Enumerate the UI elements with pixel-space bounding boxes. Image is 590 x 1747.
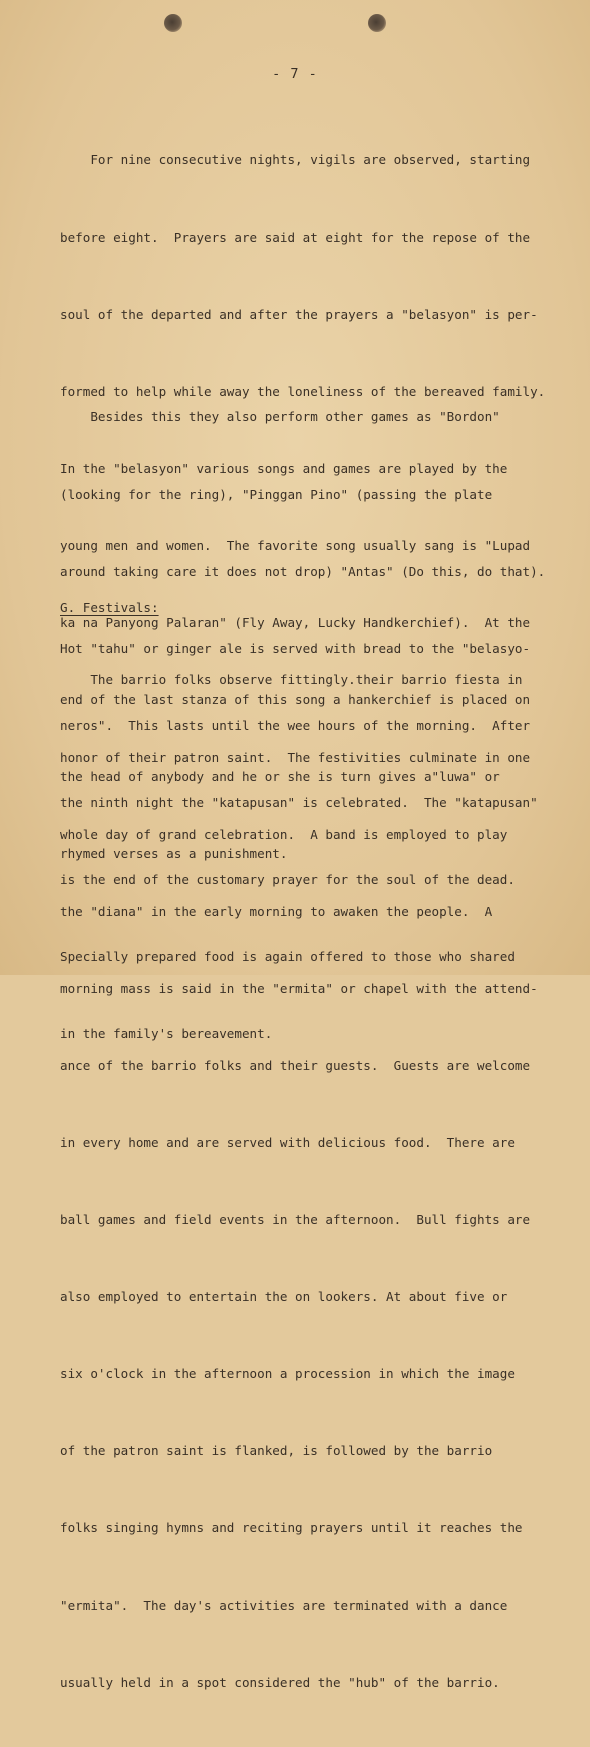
- text-line: young men and women. The favorite song usually sang is "Lupad: [60, 537, 531, 553]
- text-line: rhymed verses as a punishment.: [60, 846, 288, 862]
- punch-hole-right: [368, 14, 386, 32]
- text-line: in the family's bereavement.: [60, 1026, 273, 1042]
- paragraph-festivals: [60, 616, 538, 1747]
- text-line: "ermita". The day's activities are terminated with a dance: [60, 1597, 508, 1613]
- text-line: is the end of the customary prayer for the soul of the dead.: [60, 871, 515, 887]
- text-line: also employed to entertain the on lookers. At about five or: [60, 1289, 508, 1305]
- text-line: ka na Panyong Palaran" (Fly Away, Lucky Handkerchief). At the: [60, 614, 531, 630]
- text-line: ance of the barrio folks and their guests. Guests are welcome: [60, 1057, 531, 1073]
- section-heading-festivals: G. Festivals:: [60, 600, 159, 615]
- text-line: Hot "tahu" or ginger ale is served with bread to the "belasyo-: [60, 640, 531, 656]
- text-line: the "diana" in the early morning to awaken the people. A: [60, 903, 493, 919]
- text-line: the ninth night the "katapusan" is celebrated. The "katapusan": [60, 794, 538, 810]
- text-line: honor of their patron saint. The festivities culminate in one: [60, 749, 531, 765]
- text-line: the head of anybody and he or she is turn gives a"luwa" or: [60, 769, 500, 785]
- text-line: usually held in a spot considered the "hub" of the barrio.: [60, 1674, 500, 1690]
- text-line: whole day of grand celebration. A band is employed to play: [60, 826, 508, 842]
- text-line: before eight. Prayers are said at eight for the repose of the: [60, 229, 531, 245]
- text-line: For nine consecutive nights, vigils are observed, starting: [60, 152, 531, 168]
- text-line: Specially prepared food is again offered to those who shared: [60, 949, 515, 965]
- punch-hole-left: [164, 14, 182, 32]
- text-line: around taking care it does not drop) "Antas" (Do this, do that).: [60, 563, 546, 579]
- text-line: ball games and field events in the afternoon. Bull fights are: [60, 1212, 531, 1228]
- text-line: of the patron saint is flanked, is followed by the barrio: [60, 1443, 493, 1459]
- text-line: in every home and are served with delicious food. There are: [60, 1134, 515, 1150]
- text-line: six o'clock in the afternoon a procession in which the image: [60, 1366, 515, 1382]
- text-line: (looking for the ring), "Pinggan Pino" (passing the plate: [60, 486, 493, 502]
- text-line: neros". This lasts until the wee hours of the morning. After: [60, 717, 531, 733]
- text-line: folks singing hymns and reciting prayers until it reaches the: [60, 1520, 523, 1536]
- text-line: Besides this they also perform other games as "Bordon": [60, 409, 500, 425]
- text-line: morning mass is said in the "ermita" or chapel with the attend-: [60, 980, 538, 996]
- text-line: formed to help while away the loneliness of the bereaved family.: [60, 383, 546, 399]
- text-line: soul of the departed and after the prayers a "belasyon" is per-: [60, 306, 538, 322]
- text-line: end of the last stanza of this song a hankerchief is placed on: [60, 692, 531, 708]
- text-line: The barrio folks observe fittingly.their barrio fiesta in: [60, 672, 523, 688]
- page-number: - 7 -: [272, 66, 318, 82]
- text-line: In the "belasyon" various songs and games are played by the: [60, 460, 508, 476]
